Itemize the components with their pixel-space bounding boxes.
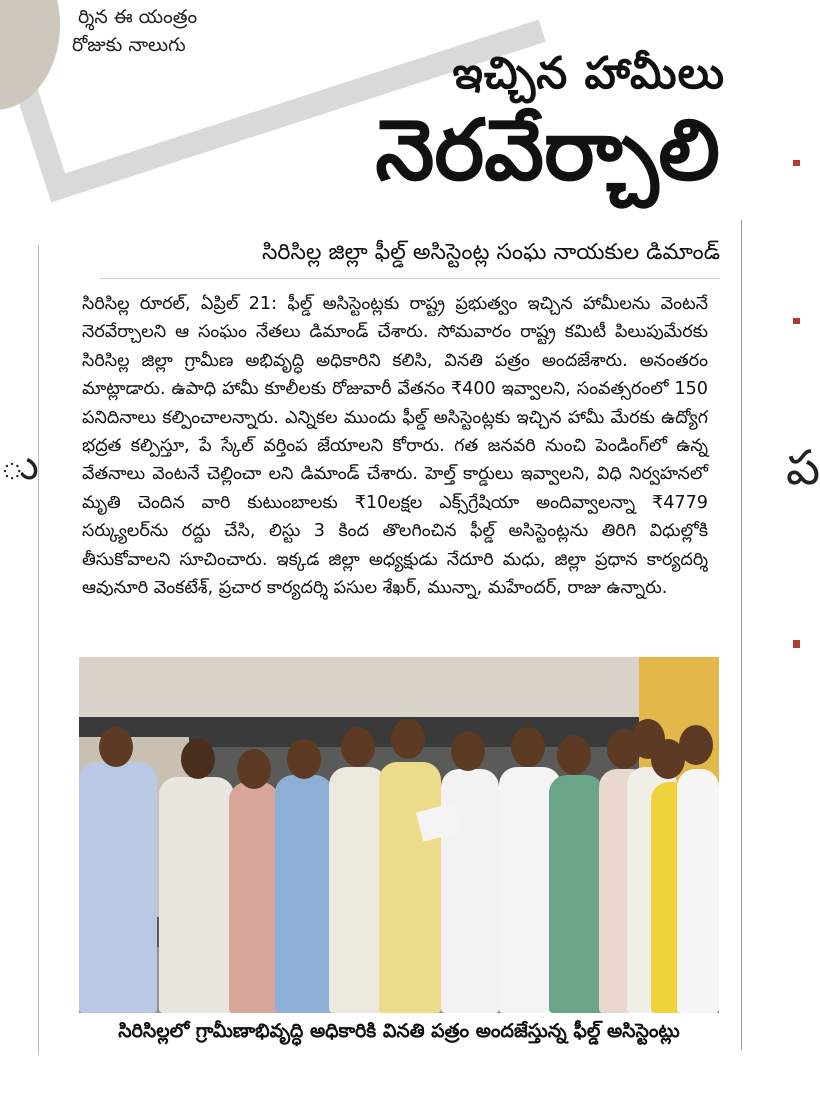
person <box>549 775 604 1013</box>
person <box>275 775 333 1013</box>
person <box>677 769 719 1013</box>
right-neighbor-fragment: ప <box>786 440 820 496</box>
previous-article-line-1: ర్శిన ఈ యంత్రం <box>78 6 198 28</box>
person <box>159 777 234 1013</box>
headline-line-2: నెరవేర్చాలి <box>375 101 720 199</box>
right-edge-mark <box>793 160 800 166</box>
person-head <box>341 727 375 767</box>
left-column-rule <box>38 245 39 1055</box>
right-column-rule <box>741 220 742 1050</box>
left-neighbor-fragment: ు <box>0 440 39 489</box>
right-edge-mark <box>793 640 800 648</box>
article-photo <box>79 657 719 1013</box>
person-head <box>511 727 545 767</box>
headline-line-1: ఇచ్చిన హామీలు <box>452 48 725 99</box>
person <box>79 762 157 1013</box>
person <box>379 762 441 1013</box>
subheadline-rule <box>100 278 720 279</box>
person-head <box>181 739 215 779</box>
person-head <box>237 749 271 789</box>
person-head <box>679 725 713 765</box>
previous-article-line-2: రోజుకు నాలుగు <box>72 34 186 56</box>
photo-caption: సిరిసిల్లలో గ్రామీణాభివృద్ధి అధికారికి వినతి పత్రం అందజేస్తున్న ఫీల్డ్ అసిస్టెంట్లు <box>118 1020 680 1042</box>
subheadline: సిరిసిల్ల జిల్లా ఫీల్డ్ అసిస్టెంట్ల సంఘ నాయకుల డిమాండ్ <box>261 240 720 265</box>
person-head <box>287 739 321 779</box>
person-head <box>451 731 485 771</box>
article-body: సిరిసిల్ల రూరల్, ఏప్రిల్ 21: ఫీల్డ్ అసిస్టెంట్లకు రాష్ట్ర ప్రభుత్వం ఇచ్చిన హామీలను వెంటనే నెరవేర్చాలని ఆ సంఘం నేతలు డిమాండ్ చేశారు. సోమవారం రాష్ట్ర కమిటీ పిలుపుమేరకు సిరిసిల్ల జిల్లా గ్రామీణ అభివృద్ధి అధికారిని కలిసి, వినతి పత్రం అందజేశారు. అనంతరం మాట్లాడారు. ఉపాధి హామీ కూలీలకు రోజువారీ వేతనం ₹400 ఇవ్వాలని, సంవత్సరంలో 150 పనిదినాలు కల్పించాలన్నారు. ఎన్నికల ముందు ఫీల్డ్ అసిస్టెంట్లకు ఇచ్చిన హామీ మేరకు ఉద్యోగ భద్రత కల్పిస్తూ, పే స్కేల్ వర్తింప జేయాలని కోరారు. గత జనవరి నుంచి పెండింగ్‌లో ఉన్న వేతనాలు వెంటనే చెల్లించా లని డిమాండ్ చేశారు. హెల్త్ కార్డులు ఇవ్వాలని, విధి నిర్వహనలో మృతి చెందిన వారి కుటుంబాలకు ₹10లక్షల ఎక్స్‌గ్రేషియా అందివ్వాలన్నా ₹4779 సర్క్యులర్‌ను రద్దు చేసి, లిస్టు 3 కింద తొలగించిన ఫీల్డ్ అసిస్టెంట్లను తిరిగి విధుల్లోకి తీసుకోవాలని సూచించారు. ఇక్కడ జిల్లా అధ్యక్షుడు నేదూరి మధు, జిల్లా ప్రధాన కార్యదర్శి ఆవునూరి వెంకటేశ్, ప్రచార కార్యదర్శి పసుల శేఖర్, మున్నా, మహేందర్, రాజు ఉన్నారు. <box>82 294 708 599</box>
right-edge-mark <box>793 318 800 324</box>
person-head <box>391 719 425 759</box>
person-head <box>99 727 133 767</box>
person-head <box>557 735 591 775</box>
person <box>229 782 279 1013</box>
